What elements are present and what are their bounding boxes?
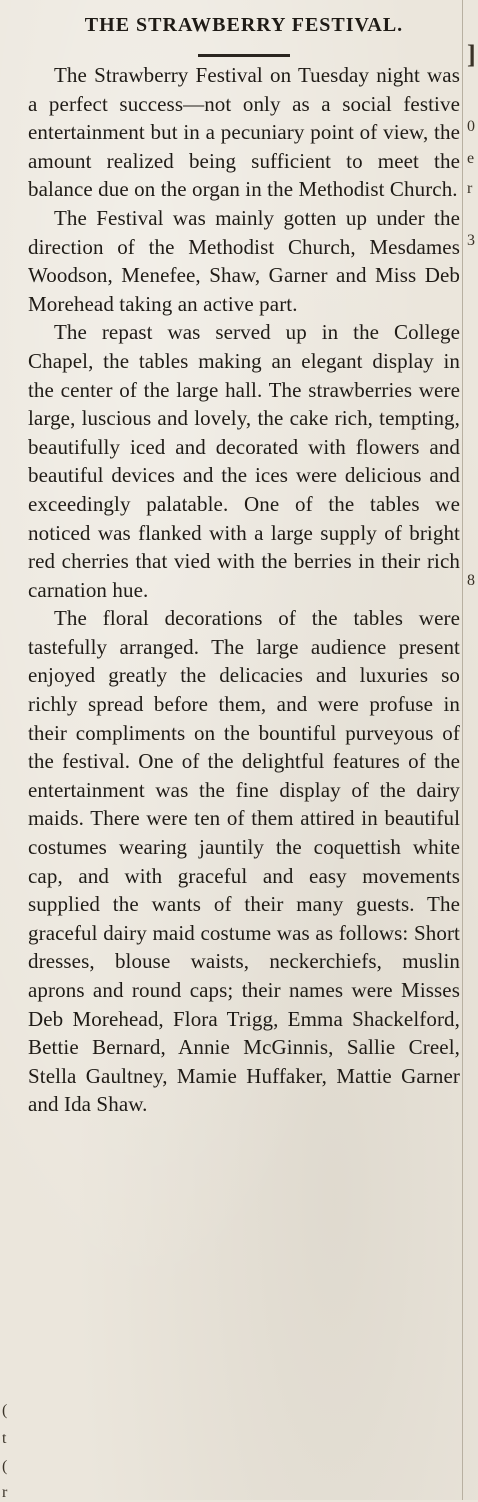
paragraph: The Festival was mainly gotten up under the direction of the Methodist Church, Mesdames Woodson, Menefee, Shaw, Garner and Miss Deb Morehead taking an active part.	[28, 205, 460, 316]
paragraph: The Strawberry Festival on Tuesday night was a perfect success—not only as a social festive entertainment but in a pecuniary point of view, the amount realized being sufficient to meet the balance due on the organ in the Methodist Church.	[28, 63, 460, 202]
gutter-fragment: ]	[467, 40, 476, 69]
gutter-fragment: 0	[467, 118, 475, 135]
margin-fragment: (	[2, 1458, 8, 1475]
headline-rule	[198, 54, 290, 57]
paragraph: The repast was served up in the College Chapel, the tables making an elegant display in the center of the large hall. The strawberries were large, luscious and lovely, the cake rich, tempting, beautifully iced and decorated with flowers and beautiful devices and the ices were delicious and exceedingly palatable. One of the tables we noticed was flanked with a large supply of bright red cherries that vied with the berries in their rich carnation hue.	[28, 320, 460, 602]
left-margin-fragments	[2, 0, 14, 1500]
margin-fragment: (	[2, 1402, 8, 1419]
margin-fragment: t	[2, 1430, 7, 1447]
article-column	[28, 8, 460, 1119]
gutter-fragment: r	[467, 180, 473, 197]
margin-fragment: r	[2, 1484, 8, 1501]
gutter-fragment: 8	[467, 572, 475, 589]
article-headline: THE STRAWBERRY FESTIVAL.	[84, 14, 404, 36]
right-gutter-fragments	[462, 0, 478, 1500]
paragraph: The floral decorations of the tables were tastefully arranged. The large audience present enjoyed greatly the delicacies and luxuries so richly spread before them, and were profuse in their compliments on the bountiful purveyous of the festival. One of the delightful features of the entertainment was the fine display of the dairy maids. There were ten of them attired in beautiful costumes wearing jauntily the coquettish white cap, and with graceful and easy movements supplied the wants of their many guests. The graceful dairy maid costume was as follows: Short dresses, blouse waists, neckerchiefs, muslin aprons and round caps; their names were Misses Deb Morehead, Flora Trigg, Emma Shackelford, Bettie Bernard, Annie McGinnis, Sallie Creel, Stella Gaultney, Mamie Huffaker, Mattie Garner and Ida Shaw.	[28, 606, 460, 1117]
article-body	[28, 61, 460, 1119]
gutter-fragment: e	[467, 150, 475, 167]
gutter-fragment: 3	[467, 232, 475, 249]
